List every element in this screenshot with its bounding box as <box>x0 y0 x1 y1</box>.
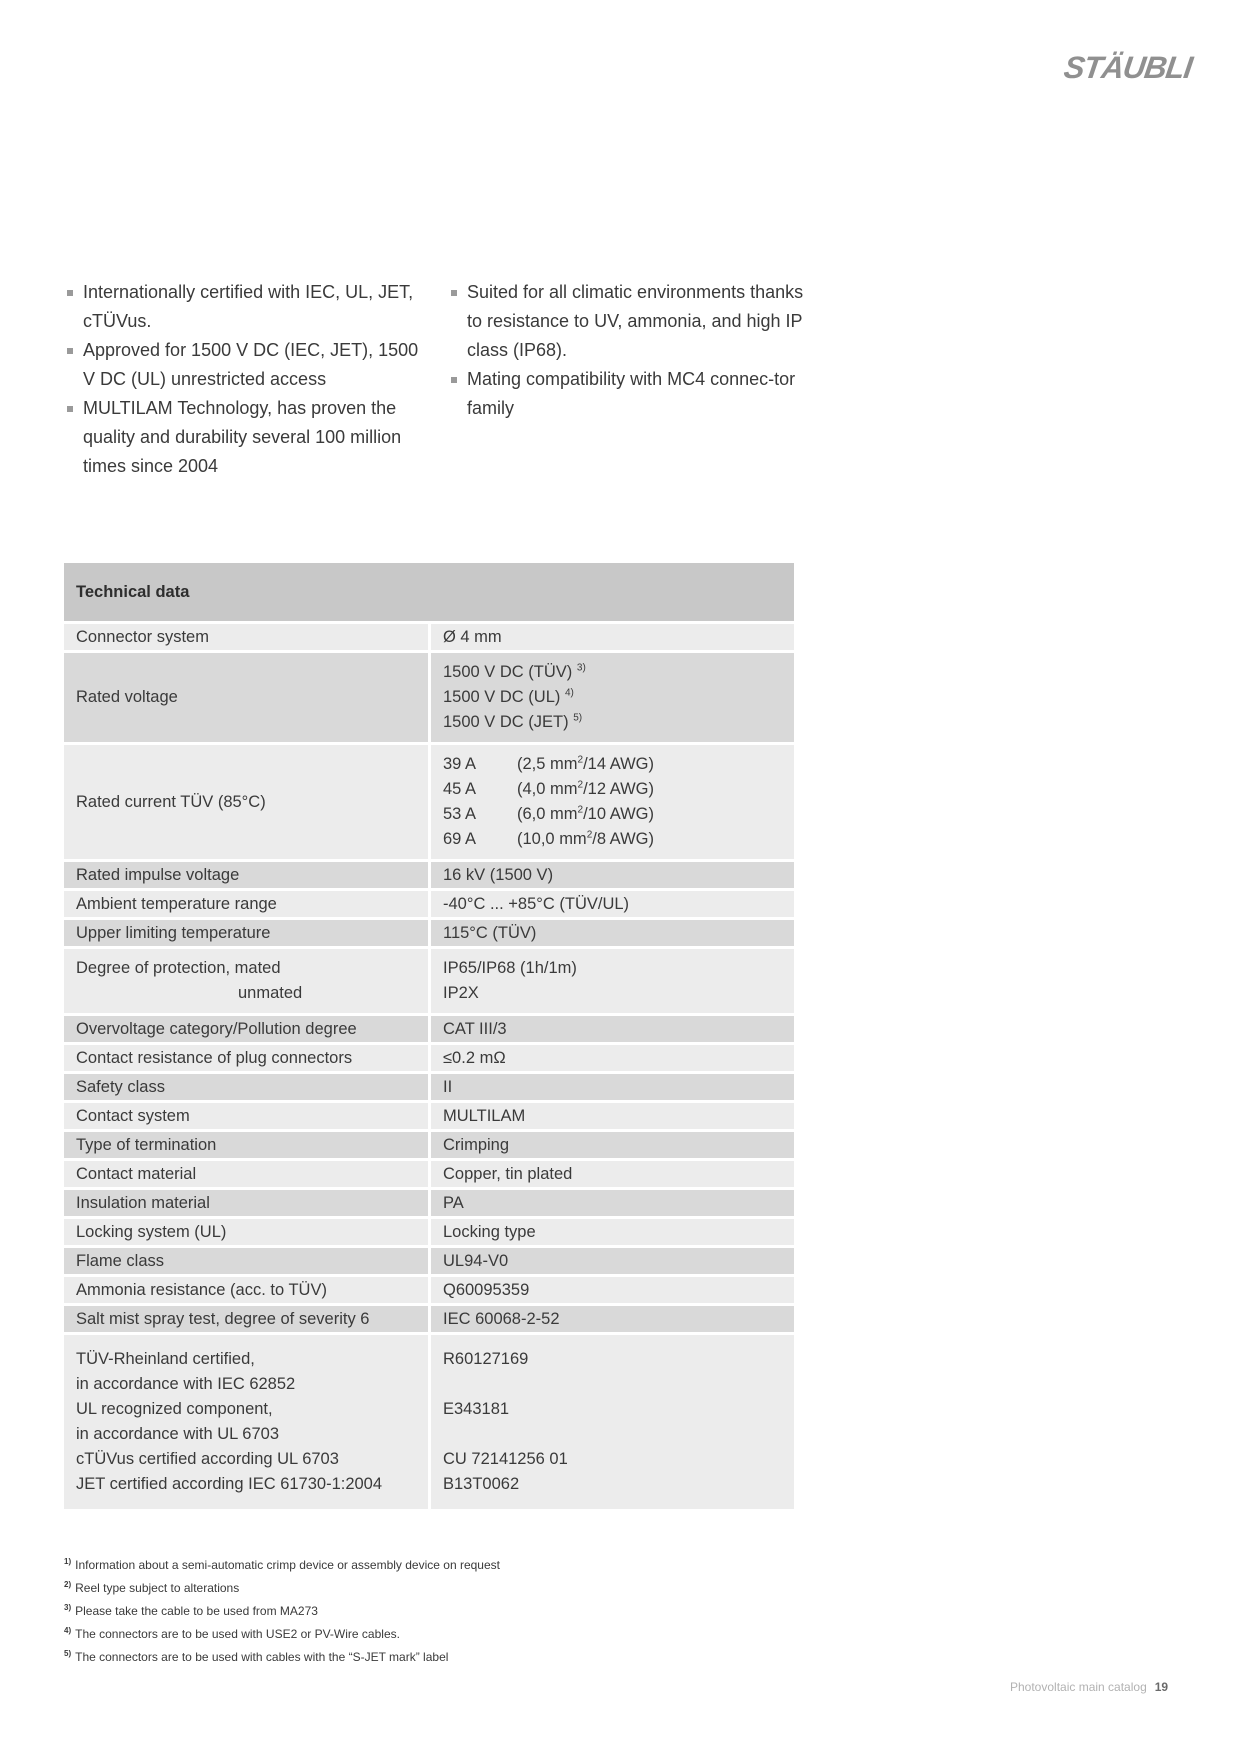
table-title: Technical data <box>64 563 794 621</box>
superscript: 2 <box>577 804 584 816</box>
table-row <box>64 1306 794 1332</box>
row-value: PA <box>428 1190 794 1216</box>
voltage-line: 1500 V DC (UL) <box>443 688 561 706</box>
footnote <box>64 1575 500 1598</box>
table-row <box>64 949 794 1013</box>
footnote-number: 2) <box>64 1580 72 1589</box>
table-row <box>64 1132 794 1158</box>
cert-label: UL recognized component, <box>76 1400 273 1418</box>
row-label: Flame class <box>64 1248 428 1274</box>
cert-value: B13T0062 <box>443 1475 520 1493</box>
table-row <box>64 1248 794 1274</box>
footnote <box>64 1598 500 1621</box>
row-value: Crimping <box>428 1132 794 1158</box>
footnote-text: Reel type subject to alterations <box>75 1581 240 1595</box>
cable-size: (6,0 mm <box>517 805 578 823</box>
cable-size: (2,5 mm <box>517 755 578 773</box>
cable-size: (10,0 mm <box>517 830 587 848</box>
row-value: MULTILAM <box>428 1103 794 1129</box>
protection-mated-label: Degree of protection, mated <box>76 959 281 977</box>
row-value: 115°C (TÜV) <box>428 920 794 946</box>
table-row <box>64 1074 794 1100</box>
table-header-row <box>64 563 794 621</box>
feature-list-right <box>448 278 808 423</box>
awg-size: /12 AWG) <box>583 780 654 798</box>
table-row <box>64 1045 794 1071</box>
voltage-line: 1500 V DC (JET) <box>443 713 569 731</box>
cert-label: JET certified according IEC 61730-1:2004 <box>76 1475 383 1493</box>
cert-label: in accordance with IEC 62852 <box>76 1375 296 1393</box>
footnote <box>64 1621 500 1644</box>
row-value: Locking type <box>428 1219 794 1245</box>
cert-value: CU 72141256 01 <box>443 1450 568 1468</box>
cert-value: E343181 <box>443 1400 510 1418</box>
row-value: II <box>428 1074 794 1100</box>
footnote-ref: 5) <box>573 712 583 724</box>
footnotes <box>64 1552 500 1667</box>
footnote-text: The connectors are to be used with USE2 or PV-Wire cables. <box>75 1627 400 1641</box>
technical-data-table <box>64 560 794 1512</box>
table-row <box>64 624 794 650</box>
superscript: 2 <box>577 779 584 791</box>
table-row <box>64 1277 794 1303</box>
row-label: Rated current TÜV (85°C) <box>64 745 428 859</box>
footnote <box>64 1552 500 1575</box>
footnote-number: 4) <box>64 1626 72 1635</box>
row-label: Connector system <box>64 624 428 650</box>
row-value: Ø 4 mm <box>428 624 794 650</box>
row-value: 16 kV (1500 V) <box>428 862 794 888</box>
feature-item: Internationally certified with IEC, UL, JET, cTÜVus. <box>64 278 424 336</box>
table-row <box>64 1161 794 1187</box>
row-label: Rated impulse voltage <box>64 862 428 888</box>
certification-values <box>428 1335 794 1509</box>
row-label: Rated voltage <box>64 653 428 742</box>
row-value: -40°C ... +85°C (TÜV/UL) <box>428 891 794 917</box>
awg-size: /10 AWG) <box>583 805 654 823</box>
footnote-number: 5) <box>64 1649 72 1658</box>
row-label: Type of termination <box>64 1132 428 1158</box>
row-value: Q60095359 <box>428 1277 794 1303</box>
row-label: Ammonia resistance (acc. to TÜV) <box>64 1277 428 1303</box>
row-label: Salt mist spray test, degree of severity 6 <box>64 1306 428 1332</box>
cert-label: in accordance with UL 6703 <box>76 1425 280 1443</box>
current-amps: 45 A <box>443 780 477 798</box>
row-value <box>428 653 794 742</box>
cable-size: (4,0 mm <box>517 780 578 798</box>
footnote-text: Information about a semi-automatic crimp device or assembly device on request <box>75 1558 500 1572</box>
staubli-logo: STÄUBLI <box>1061 50 1194 85</box>
row-label: Contact material <box>64 1161 428 1187</box>
row-value <box>428 949 794 1013</box>
table-row <box>64 920 794 946</box>
protection-unmated-label: unmated <box>238 984 303 1002</box>
page-footer <box>1010 1680 1168 1694</box>
row-value: ≤0.2 mΩ <box>428 1045 794 1071</box>
table-row <box>64 1016 794 1042</box>
feature-item: Suited for all climatic environments thanks to resistance to UV, ammonia, and high IP class (IP68). <box>448 278 808 365</box>
row-value: UL94-V0 <box>428 1248 794 1274</box>
current-amps: 39 A <box>443 755 477 773</box>
table-row <box>64 1335 794 1509</box>
footnote-ref: 3) <box>576 662 586 674</box>
row-value <box>428 745 794 859</box>
table-row <box>64 745 794 859</box>
current-amps: 53 A <box>443 805 477 823</box>
footnote-number: 1) <box>64 1557 72 1566</box>
cert-value: R60127169 <box>443 1350 529 1368</box>
certification-labels <box>64 1335 428 1509</box>
footnote-ref: 4) <box>564 687 574 699</box>
footnote-text: The connectors are to be used with cables with the “S-JET mark” label <box>75 1650 449 1664</box>
row-value: IEC 60068-2-52 <box>428 1306 794 1332</box>
table-row <box>64 1190 794 1216</box>
feature-item: MULTILAM Technology, has proven the quality and durability several 100 million times since 2004 <box>64 394 424 481</box>
superscript: 2 <box>577 754 584 766</box>
footnote <box>64 1644 500 1667</box>
table-row <box>64 1103 794 1129</box>
table-row <box>64 1219 794 1245</box>
feature-item: Mating compatibility with MC4 connec-tor family <box>448 365 808 423</box>
table-row <box>64 891 794 917</box>
superscript: 2 <box>586 829 593 841</box>
feature-list-left <box>64 278 424 481</box>
feature-item: Approved for 1500 V DC (IEC, JET), 1500 V DC (UL) unrestricted access <box>64 336 424 394</box>
row-label: Overvoltage category/Pollution degree <box>64 1016 428 1042</box>
protection-unmated-value: IP2X <box>443 984 479 1002</box>
row-label: Contact resistance of plug connectors <box>64 1045 428 1071</box>
table-row <box>64 653 794 742</box>
cert-label: cTÜVus certified according UL 6703 <box>76 1450 339 1468</box>
table-row <box>64 862 794 888</box>
row-label <box>64 949 428 1013</box>
row-value: CAT III/3 <box>428 1016 794 1042</box>
row-label: Safety class <box>64 1074 428 1100</box>
page-number: 19 <box>1154 1680 1169 1694</box>
row-label: Contact system <box>64 1103 428 1129</box>
row-label: Upper limiting temperature <box>64 920 428 946</box>
footnote-text: Please take the cable to be used from MA273 <box>75 1604 318 1618</box>
row-label: Locking system (UL) <box>64 1219 428 1245</box>
catalog-name: Photovoltaic main catalog <box>1010 1680 1147 1694</box>
current-amps: 69 A <box>443 830 477 848</box>
row-value: Copper, tin plated <box>428 1161 794 1187</box>
cert-label: TÜV-Rheinland certified, <box>76 1350 255 1368</box>
protection-mated-value: IP65/IP68 (1h/1m) <box>443 959 577 977</box>
awg-size: /14 AWG) <box>583 755 654 773</box>
awg-size: /8 AWG) <box>592 830 654 848</box>
row-label: Insulation material <box>64 1190 428 1216</box>
footnote-number: 3) <box>64 1603 72 1612</box>
row-label: Ambient temperature range <box>64 891 428 917</box>
voltage-line: 1500 V DC (TÜV) <box>443 663 573 681</box>
